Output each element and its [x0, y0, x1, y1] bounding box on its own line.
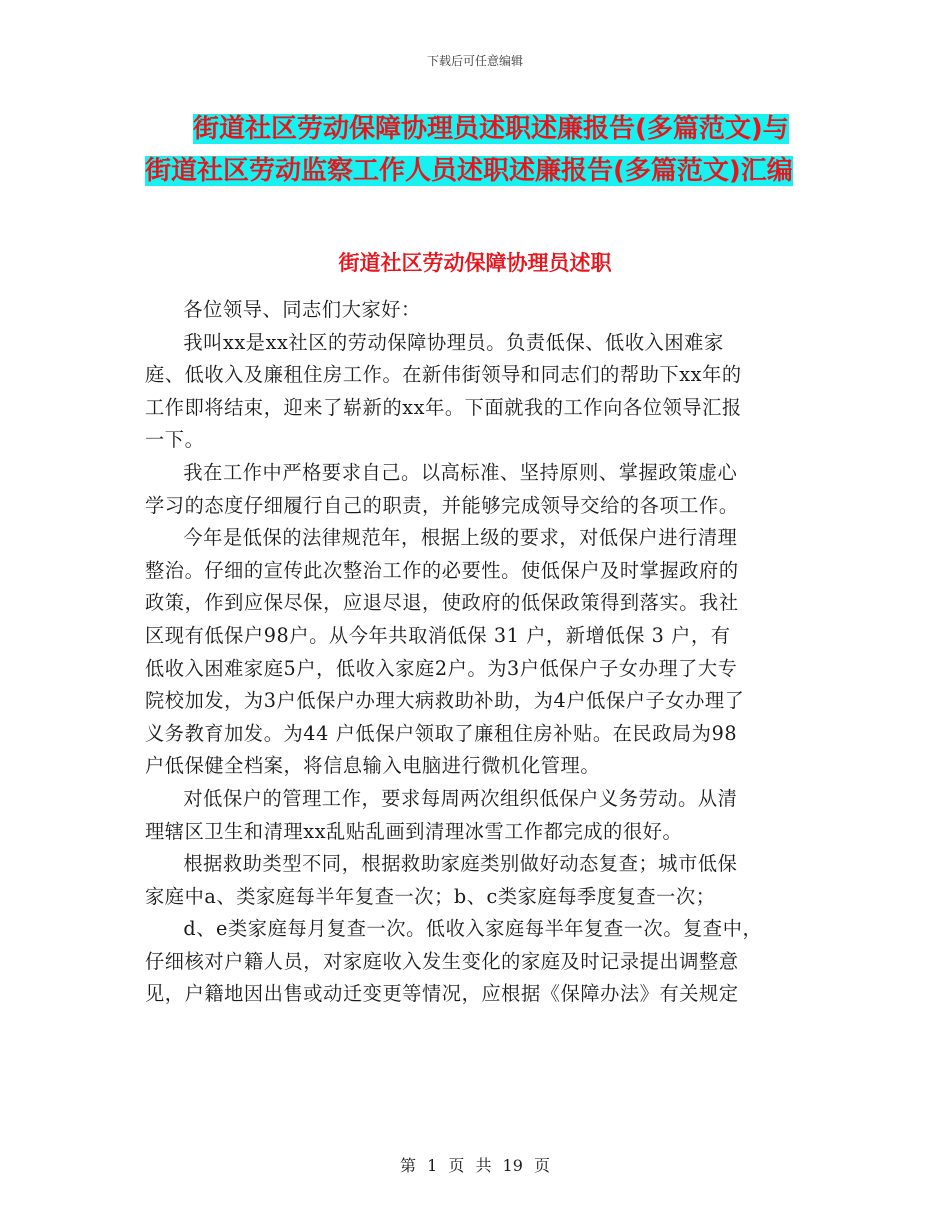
text-line: 义务教育加发。为44 户低保户领取了廉租住房补贴。在民政局为98: [145, 721, 738, 745]
body-text: [145, 294, 817, 1011]
document-title-line-1: 街道社区劳动保障协理员述职述廉报告(多篇范文)与: [193, 114, 789, 144]
text-line: 低收入困难家庭5户，低收入家庭2户。为3户低保户子女办理了大专: [145, 656, 738, 680]
text-line: 根据救助类型不同，根据救助家庭类别做好动态复查；城市低保: [183, 852, 738, 876]
page-header-note: 下载后可任意编辑: [426, 54, 523, 68]
text-line: 各位领导、同志们大家好：: [183, 298, 421, 321]
text-line: 区现有低保户98户。从今年共取消低保 31 户，新增低保 3 户，有: [145, 623, 731, 647]
document-title-line-2: 街道社区劳动监察工作人员述职述廉报告(多篇范文)汇编: [145, 156, 793, 186]
text-line: 院校加发，为3户低保户办理大病救助补助，为4户低保户子女办理了: [145, 689, 745, 713]
text-line: 户低保健全档案，将信息输入电脑进行微机化管理。: [145, 754, 601, 778]
text-line: 见，户籍地因出售或动迁变更等情况，应根据《保障办法》有关规定: [145, 982, 739, 1006]
text-line: 一下。: [145, 428, 205, 452]
document-title: [145, 108, 825, 192]
text-line: 仔细核对户籍人员，对家庭收入发生变化的家庭及时记录提出调整意: [145, 949, 739, 973]
text-line: 对低保户的管理工作，要求每周两次组织低保户义务劳动。从清: [183, 786, 738, 810]
text-line: 我叫xx是xx社区的劳动保障协理员。负责低保、低收入困难家: [183, 330, 724, 354]
text-line: 家庭中a、类家庭每半年复查一次；b、c类家庭每季度复查一次；: [145, 884, 716, 908]
text-line: 学习的态度仔细履行自己的职责，并能够完成领导交给的各项工作。: [145, 493, 739, 517]
page-number: 第 1 页 共 19 页: [400, 1156, 550, 1175]
text-line: 理辖区卫生和清理xx乱贴乱画到清理冰雪工作都完成的很好。: [145, 819, 683, 843]
text-line: 今年是低保的法律规范年，根据上级的要求，对低保户进行清理: [183, 526, 738, 550]
section-title: 街道社区劳动保障协理员述职: [338, 251, 612, 275]
text-line: 庭、低收入及廉租住房工作。在新伟街领导和同志们的帮助下xx年的: [145, 363, 742, 387]
text-line: d、e类家庭每月复查一次。低收入家庭每半年复查一次。复查中，: [183, 917, 763, 941]
text-line: 政策，作到应保尽保，应退尽退，使政府的低保政策得到落实。我社: [145, 591, 739, 615]
text-line: 工作即将结束，迎来了崭新的xx年。下面就我的工作向各位领导汇报: [145, 395, 742, 419]
text-line: 整治。仔细的宣传此次整治工作的必要性。使低保户及时掌握政府的: [145, 558, 739, 582]
text-line: 我在工作中严格要求自己。以高标准、坚持原则、掌握政策虚心: [183, 460, 738, 484]
